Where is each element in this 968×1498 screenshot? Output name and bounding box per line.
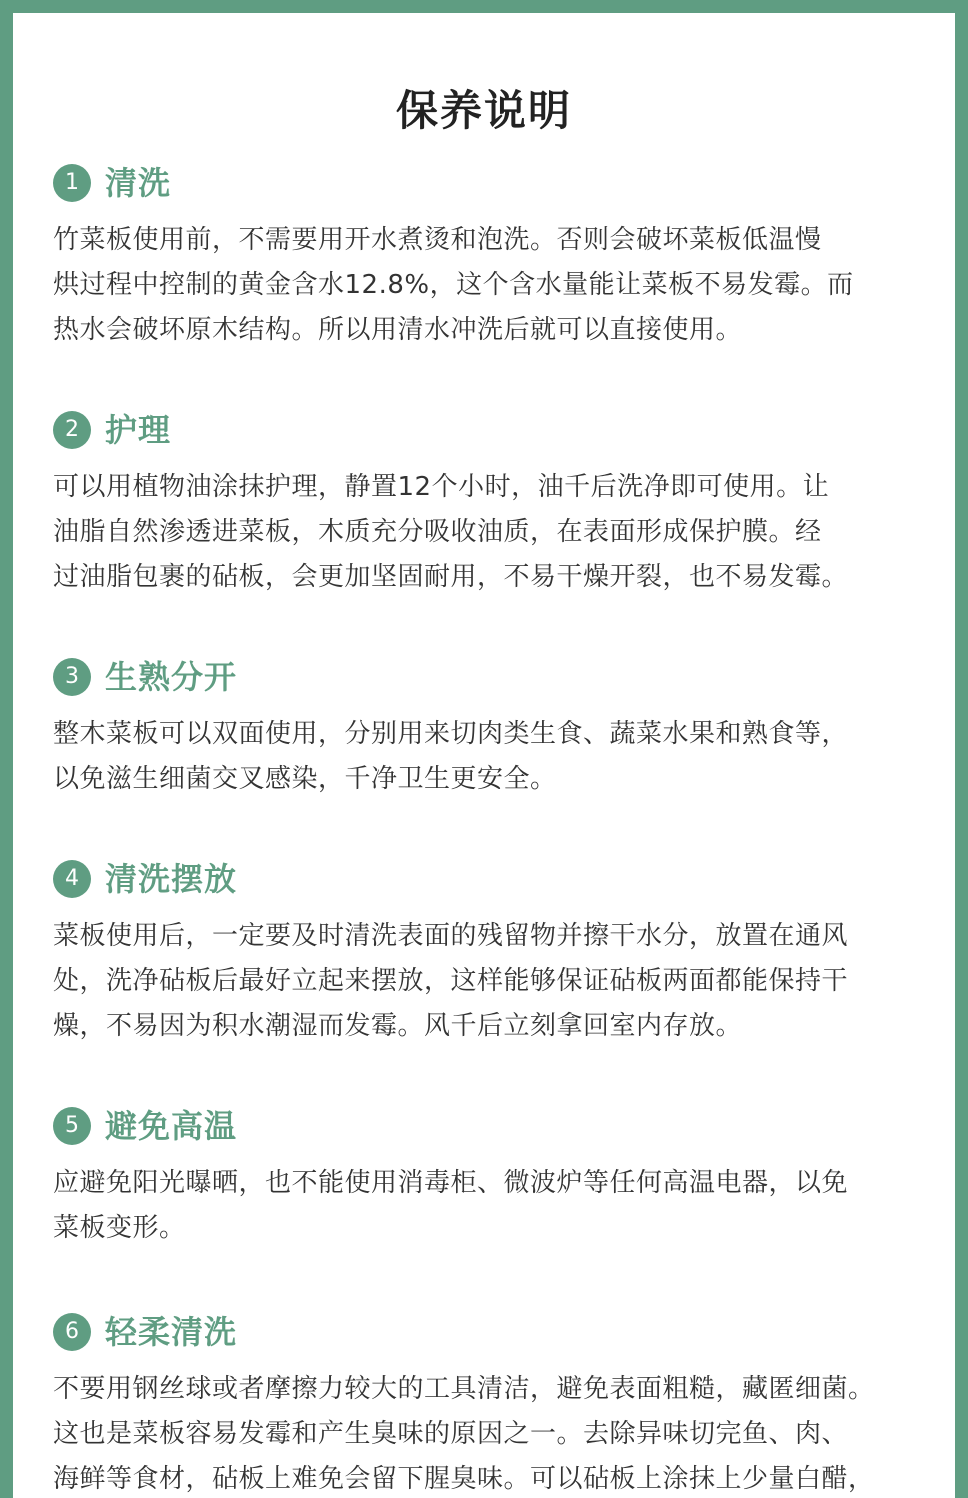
section-body [53, 465, 943, 600]
text-line: 不要用钢丝球或者摩擦力较大的工具清洁，避免表面粗糙，藏匿细菌。 [53, 1374, 875, 1404]
number-badge: 6 [53, 1313, 91, 1351]
text-line: 应避免阳光曝晒，也不能使用消毒柜、微波炉等任何高温电器，以免 [53, 1168, 849, 1198]
text-line: 菜板变形。 [53, 1213, 186, 1243]
section-title: 轻柔清洗 [105, 1313, 238, 1351]
section-heading [53, 1101, 943, 1151]
section-title: 护理 [105, 411, 172, 449]
number-badge: 5 [53, 1107, 91, 1145]
section-title: 清洗 [105, 164, 172, 202]
section-heading [53, 405, 943, 455]
section-storage [53, 854, 943, 1049]
text-line: 燥，不易因为积水潮湿而发霉。风千后立刻拿回室内存放。 [53, 1011, 743, 1041]
number-badge: 1 [53, 164, 91, 202]
number-badge: 4 [53, 860, 91, 898]
text-line: 海鲜等食材，砧板上难免会留下腥臭味。可以砧板上涂抹上少量白醋， [53, 1464, 875, 1494]
section-cleaning [53, 158, 943, 353]
section-title: 生熟分开 [105, 658, 238, 696]
text-line: 竹菜板使用前，不需要用开水煮烫和泡洗。否则会破坏菜板低温慢 [53, 225, 822, 255]
section-title: 避免高温 [105, 1107, 238, 1145]
text-line: 热水会破坏原木结构。所以用清水冲洗后就可以直接使用。 [53, 315, 743, 345]
content-panel [13, 13, 955, 1498]
text-line: 可以用植物油涂抹护理，静置12个小时，油千后洗净即可使用。让 [53, 472, 830, 502]
section-heading [53, 854, 943, 904]
text-line: 整木菜板可以双面使用，分别用来切肉类生食、蔬菜水果和熟食等， [53, 719, 849, 749]
section-body [53, 1161, 943, 1251]
text-line: 处，洗净砧板后最好立起来摆放，这样能够保证砧板两面都能保持干 [53, 966, 849, 996]
number-badge: 3 [53, 658, 91, 696]
section-care [53, 405, 943, 600]
text-line: 菜板使用后，一定要及时清洗表面的残留物并擦干水分，放置在通风 [53, 921, 849, 951]
section-body [53, 914, 943, 1049]
section-body [53, 218, 943, 353]
text-line: 油脂自然渗透进菜板，木质充分吸收油质，在表面形成保护膜。经 [53, 517, 822, 547]
text-line: 烘过程中控制的黄金含水12.8%，这个含水量能让菜板不易发霉。而 [53, 270, 854, 300]
section-heading [53, 1307, 943, 1357]
text-line: 这也是菜板容易发霉和产生臭味的原因之一。去除异味切完鱼、肉、 [53, 1419, 849, 1449]
page-title: 保养说明 [395, 86, 572, 135]
section-heading [53, 652, 943, 702]
section-title: 清洗摆放 [105, 860, 238, 898]
text-line: 过油脂包裹的砧板，会更加坚固耐用，不易干燥开裂，也不易发霉。 [53, 562, 849, 592]
section-body [53, 1367, 943, 1498]
section-raw-cooked [53, 652, 943, 802]
text-line: 以免滋生细菌交叉感染，千净卫生更安全。 [53, 764, 557, 794]
number-badge: 2 [53, 411, 91, 449]
section-body [53, 712, 943, 802]
section-heat [53, 1101, 943, 1251]
section-heading [53, 158, 943, 208]
section-gentle-cleaning [53, 1307, 943, 1498]
